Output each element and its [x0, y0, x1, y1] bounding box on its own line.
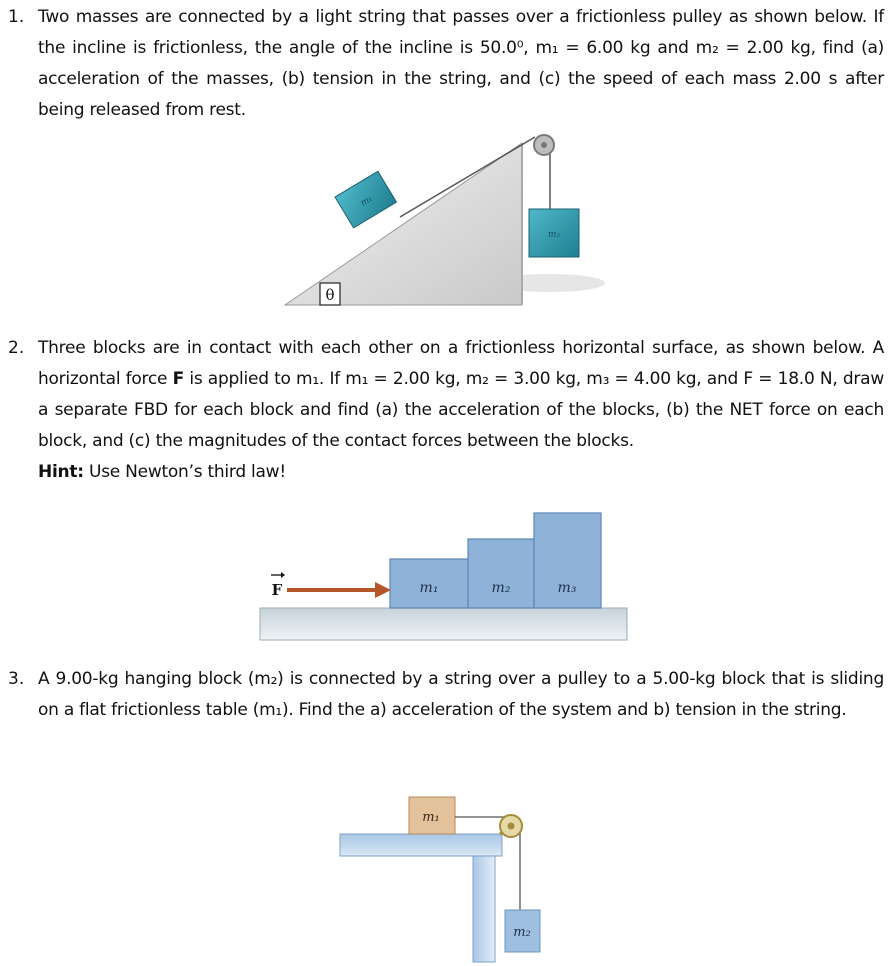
- problem-text: Two masses are connected by a light string that passes over a frictionless pulley as shown below. If the incline is frictionless, the angle of the incline is 50.0⁰, m₁ = 6.00 kg and m₂ = 2.00 kg, find (a) acceleration of the masses, (b) tension in the string, and (c) the speed of each mass 2.00 s after being released from rest.: [38, 7, 884, 120]
- problem-text: A 9.00-kg hanging block (m₂) is connected by a string over a pulley to a 5.00-kg block that is sliding on a flat frictionless table (m₁). Find the a) acceleration of the system and b) tension in the string.: [38, 669, 884, 720]
- block-1-label: m₁: [419, 580, 439, 596]
- problem-number: 3.: [8, 669, 25, 689]
- problem-text-part: is applied to m₁. If m₁ = 2.00 kg, m₂ = 3.00 kg, m₃ = 4.00 kg, and F = 18.0 N, draw a separate FBD for each block and find (a) the acceleration of the blocks, (b) the NET force on each block, and (c) the magnitudes of the contact forces between the blocks.: [38, 369, 884, 451]
- hint-text: Use Newton’s third law!: [83, 462, 286, 482]
- table-top: [340, 834, 502, 856]
- incline-pulley-figure: [280, 125, 610, 310]
- block-2: [468, 539, 534, 608]
- table-leg: [473, 856, 495, 962]
- block-2-label: m₂: [491, 580, 511, 596]
- three-blocks-figure: [255, 505, 635, 645]
- block-m1-label: m₁: [422, 810, 440, 825]
- force-arrowhead: [375, 582, 391, 598]
- angle-label: θ: [325, 286, 335, 304]
- mass-2-label: m₂: [547, 230, 561, 240]
- problem-number: 1.: [8, 7, 25, 27]
- incline-wedge: [285, 143, 522, 305]
- mass-1-block: [335, 171, 396, 228]
- table-pulley-figure: [335, 790, 555, 965]
- force-label: F: [271, 581, 283, 599]
- problem-text: [38, 333, 884, 488]
- problem-number: 2.: [8, 338, 25, 358]
- hint-label: Hint:: [38, 462, 84, 482]
- mass-1-label: m₁: [358, 193, 375, 209]
- floor: [260, 608, 627, 640]
- block-m2-label: m₂: [513, 925, 531, 940]
- block-3-label: m₃: [557, 580, 577, 596]
- force-symbol: F: [172, 369, 184, 389]
- problem-text-part: Three blocks are in contact with each other on a frictionless horizontal surface, as shown below. A horizontal force: [38, 338, 884, 389]
